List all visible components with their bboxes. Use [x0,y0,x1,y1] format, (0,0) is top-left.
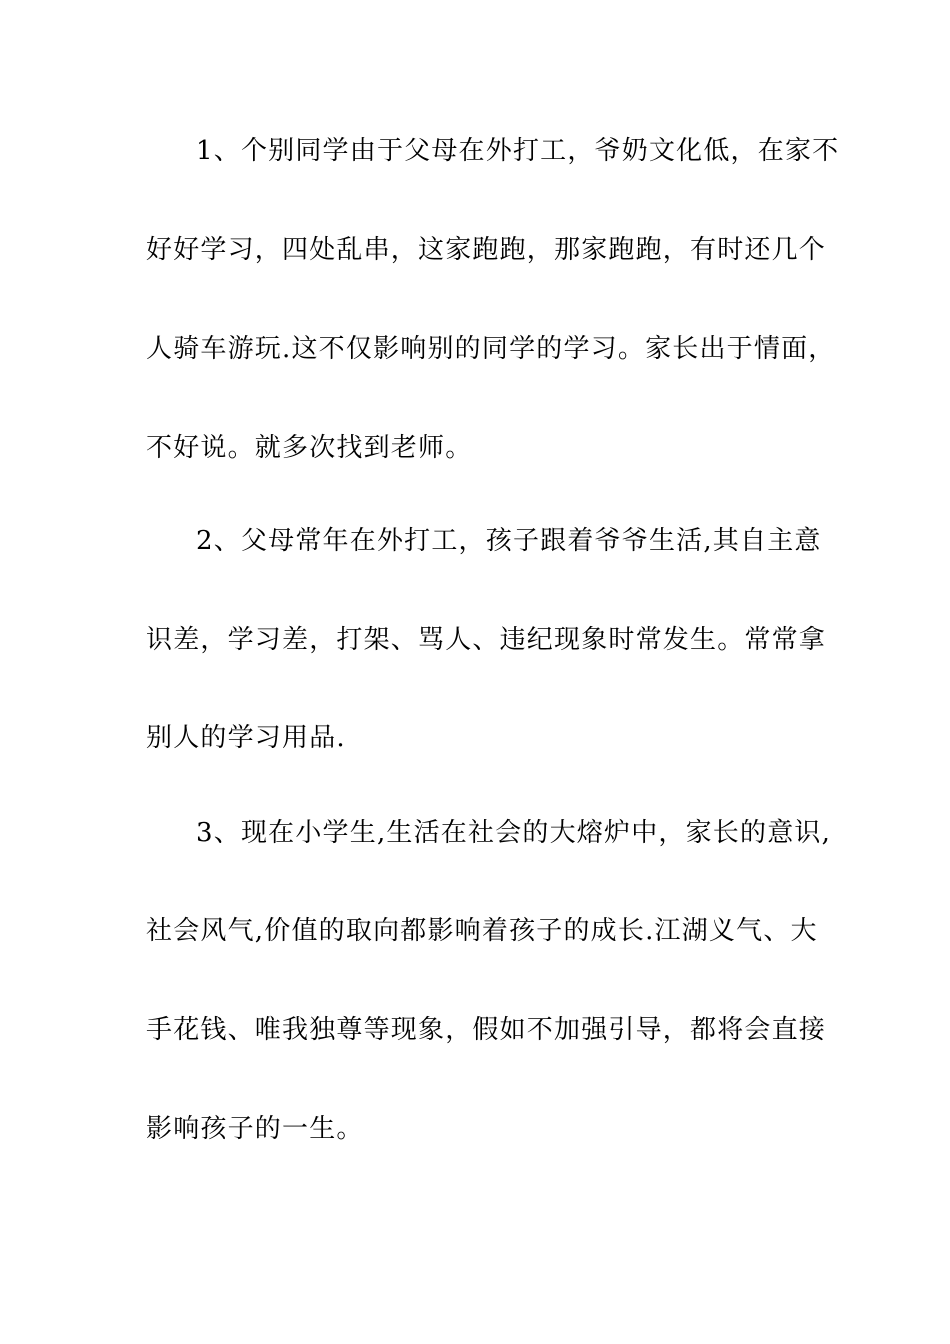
paragraph-1-line-1: 1、个别同学由于父母在外打工，爷奶文化低，在家不 [196,136,840,166]
paragraph-3-line-3: 手花钱、唯我独尊等现象，假如不加强引导，都将会直接 [146,1015,827,1045]
paragraph-2-line-1: 2、父母常年在外打工，孩子跟着爷爷生活,其自主意 [196,526,822,556]
paragraph-2-line-2: 识差，学习差，打架、骂人、违纪现象时常发生。常常拿 [146,625,827,655]
paragraph-3-line-1: 3、现在小学生,生活在社会的大熔炉中，家长的意识, [196,818,832,848]
paragraph-3-line-2: 社会风气,价值的取向都影响着孩子的成长.江湖义气、大 [146,916,818,946]
paragraph-3-line-4: 影响孩子的一生。 [146,1114,364,1144]
paragraph-1-line-3: 人骑车游玩.这不仅影响别的同学的学习。家长出于情面， [146,334,836,364]
paragraph-1-line-2: 好好学习，四处乱串，这家跑跑，那家跑跑，有时还几个 [146,235,827,265]
paragraph-1-line-4: 不好说。就多次找到老师。 [146,433,473,463]
paragraph-2-line-3: 别人的学习用品. [146,723,346,753]
